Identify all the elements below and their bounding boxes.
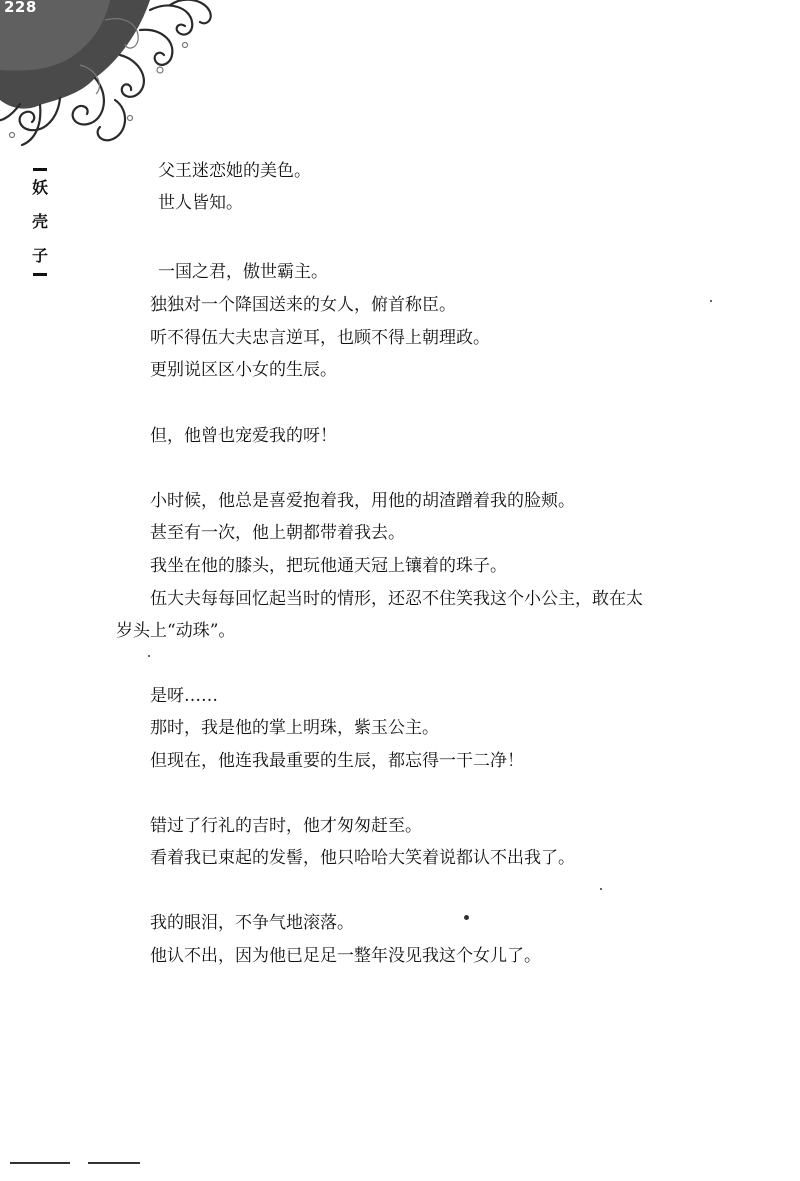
title-bar-bottom: [33, 273, 47, 276]
text-line: 错过了行礼的吉时，他才匆匆赶至。: [150, 816, 422, 836]
running-title: [28, 168, 52, 276]
text-line: 小时候，他总是喜爱抱着我，用他的胡渣蹭着我的脸颊。: [150, 491, 575, 511]
text-line: 是呀……: [150, 686, 218, 706]
text-line: 伍大夫每每回忆起当时的情形，还忍不住笑我这个小公主，敢在太: [150, 589, 643, 609]
text-line: 但现在，他连我最重要的生辰，都忘得一干二净！: [150, 751, 524, 771]
title-char: 子: [31, 246, 48, 265]
corner-ornament: [0, 0, 230, 150]
text-line: 他认不出，因为他已足足一整年没见我这个女儿了。: [150, 946, 541, 966]
scan-speck: [148, 655, 150, 657]
text-line: 看着我已束起的发髻，他只哈哈大笑着说都认不出我了。: [150, 848, 575, 868]
text-line: 一国之君，傲世霸主。: [158, 262, 328, 282]
scan-speck: [464, 915, 469, 920]
page-number: 228: [4, 0, 37, 16]
title-char: 壳: [31, 212, 48, 231]
text-line: 甚至有一次，他上朝都带着我去。: [150, 523, 405, 543]
text-line: 父王迷恋她的美色。: [158, 161, 311, 181]
text-line: 听不得伍大夫忠言逆耳，也顾不得上朝理政。: [150, 328, 490, 348]
text-line: 独独对一个降国送来的女人，俯首称臣。: [150, 295, 456, 315]
text-line: 更别说区区小女的生辰。: [150, 360, 337, 380]
scan-speck: [710, 300, 712, 302]
bottom-rule: [10, 1162, 140, 1165]
text-line: 世人皆知。: [158, 193, 243, 213]
scan-speck: [600, 888, 602, 890]
text-line: 我坐在他的膝头，把玩他通天冠上镶着的珠子。: [150, 556, 507, 576]
text-line: 但，他曾也宠爱我的呀！: [150, 426, 337, 446]
text-line: 那时，我是他的掌上明珠，紫玉公主。: [150, 718, 439, 738]
title-bar-top: [33, 168, 47, 171]
text-line: 我的眼泪，不争气地滚落。: [150, 913, 354, 933]
title-char: 妖: [31, 178, 48, 197]
text-line: 岁头上“动珠”。: [116, 621, 236, 641]
